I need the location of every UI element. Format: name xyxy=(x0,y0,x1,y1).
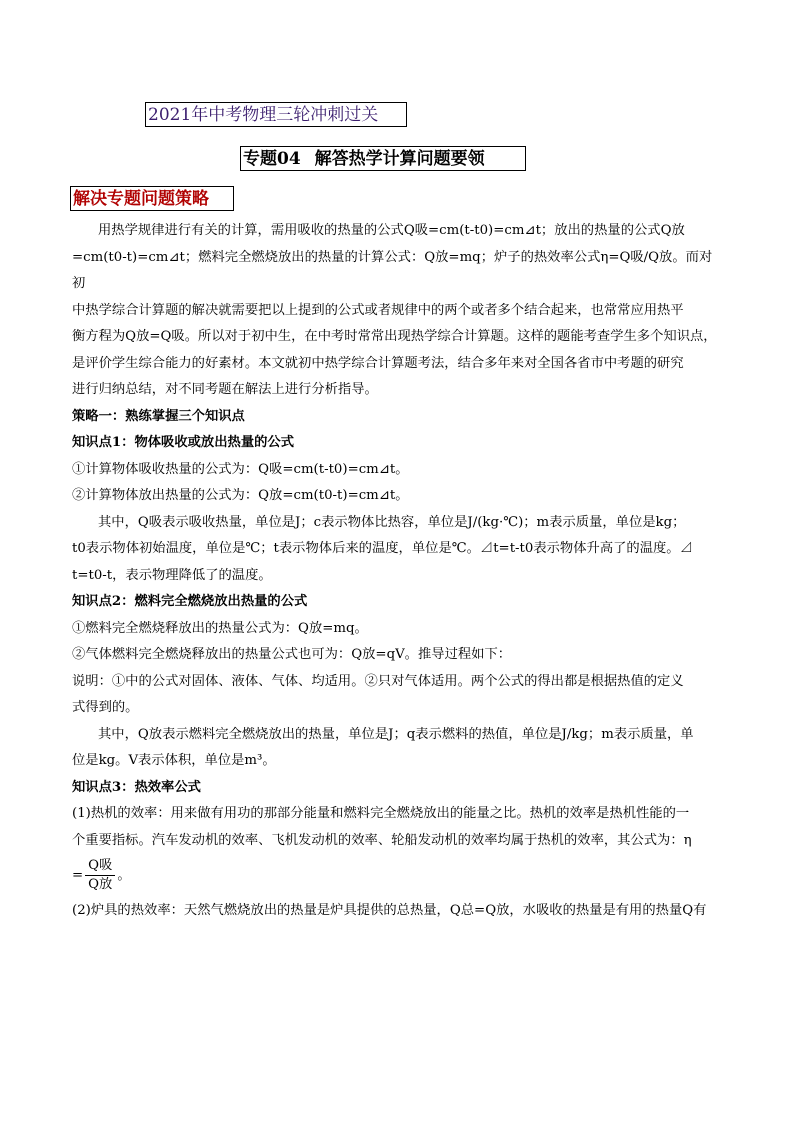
intro-line: =cm(t0-t)=cm⊿t；燃料完全燃烧放出的热量的计算公式：Q放=mq；炉子的热效率公式η=Q吸/Q放。而对初 xyxy=(72,249,713,291)
formula-line: ①计算物体吸收热量的公式为：Q吸=cm(t-t0)=cm⊿t。 xyxy=(72,461,409,477)
explanation-line: t0表示物体初始温度，单位是℃；t表示物体后来的温度，单位是℃。⊿t=t-t0表示物体升高了的温度。⊿ xyxy=(72,541,693,556)
topic-title xyxy=(240,146,526,171)
efficiency-formula xyxy=(72,854,724,898)
explanation-line: t=t0-t，表示物理降低了的温度。 xyxy=(72,567,272,583)
explanation-line: 位是kg。V表示体积，单位是m³。 xyxy=(72,753,276,768)
formula-equals: = xyxy=(72,868,84,883)
note-line: 式得到的。 xyxy=(72,700,139,715)
strategy-heading: 策略一：熟练掌握三个知识点 xyxy=(72,408,245,424)
topic-number: 专题04 xyxy=(243,149,301,169)
intro-line: 中热学综合计算题的解决就需要把以上提到的公式或者规律中的两个或者多个结合起来，也常常应用热平 xyxy=(72,302,684,318)
intro-line: 衡方程为Q放=Q吸。所以对于初中生，在中考时常常出现热学综合计算题。这样的题能考查学生多个知识点， xyxy=(72,329,717,344)
document-title: 2021年中考物理三轮冲刺过关 xyxy=(145,102,407,127)
explanation-line: 其中，Q吸表示吸收热量，单位是J；c表示物体比热容，单位是J/(kg·℃)；m表示质量，单位是kg； xyxy=(98,514,686,530)
formula-line: ②计算物体放出热量的公式为：Q放=cm(t0-t)=cm⊿t。 xyxy=(72,488,409,503)
explanation-line: (1)热机的效率：用来做有用功的那部分能量和燃料完全燃烧放出的能量之比。热机的效率是热机性能的一 xyxy=(72,806,690,821)
explanation-line: 其中，Q放表示燃料完全燃烧放出的热量，单位是J；q表示燃料的热值，单位是J/kg；m表示质量，单 xyxy=(98,726,694,742)
topic-name: 解答热学计算问题要领 xyxy=(314,149,485,169)
document-body xyxy=(72,218,724,925)
formula-line: ②气体燃料完全燃烧释放出的热量公式也可为：Q放=qV。推导过程如下： xyxy=(72,647,512,662)
intro-line: 进行归纳总结，对不同考题在解法上进行分析指导。 xyxy=(72,382,378,397)
knowledge-point-heading: 知识点3：热效率公式 xyxy=(72,779,201,795)
intro-line: 是评价学生综合能力的好素材。本文就初中热学综合计算题考法，结合多年来对全国各省市中考题的研究 xyxy=(72,355,684,371)
formula-line: ①燃料完全燃烧释放出的热量公式为：Q放=mq。 xyxy=(72,620,368,636)
fraction-numerator: Q吸 xyxy=(85,857,115,876)
intro-line: 用热学规律进行有关的计算，需用吸收的热量的公式Q吸=cm(t-t0)=cm⊿t；放出的热量的公式Q放 xyxy=(98,223,685,238)
fraction-denominator: Q放 xyxy=(88,877,113,892)
section-title: 解决专题问题策略 xyxy=(70,186,234,211)
fraction xyxy=(85,857,115,894)
note-line: 说明：①中的公式对固体、液体、气体、均适用。②只对气体适用。两个公式的得出都是根据热值的定义 xyxy=(72,673,684,689)
explanation-line: 个重要指标。汽车发动机的效率、飞机发动机的效率、轮船发动机的效率均属于热机的效率，其公式为：η xyxy=(72,832,692,848)
knowledge-point-heading: 知识点1：物体吸收或放出热量的公式 xyxy=(72,435,295,450)
formula-period: 。 xyxy=(117,868,131,883)
knowledge-point-heading: 知识点2：燃料完全燃烧放出热量的公式 xyxy=(72,594,308,609)
explanation-line: (2)炉具的热效率：天然气燃烧放出的热量是炉具提供的总热量，Q总=Q放，水吸收的热量是有用的热量Q有 xyxy=(72,903,707,918)
